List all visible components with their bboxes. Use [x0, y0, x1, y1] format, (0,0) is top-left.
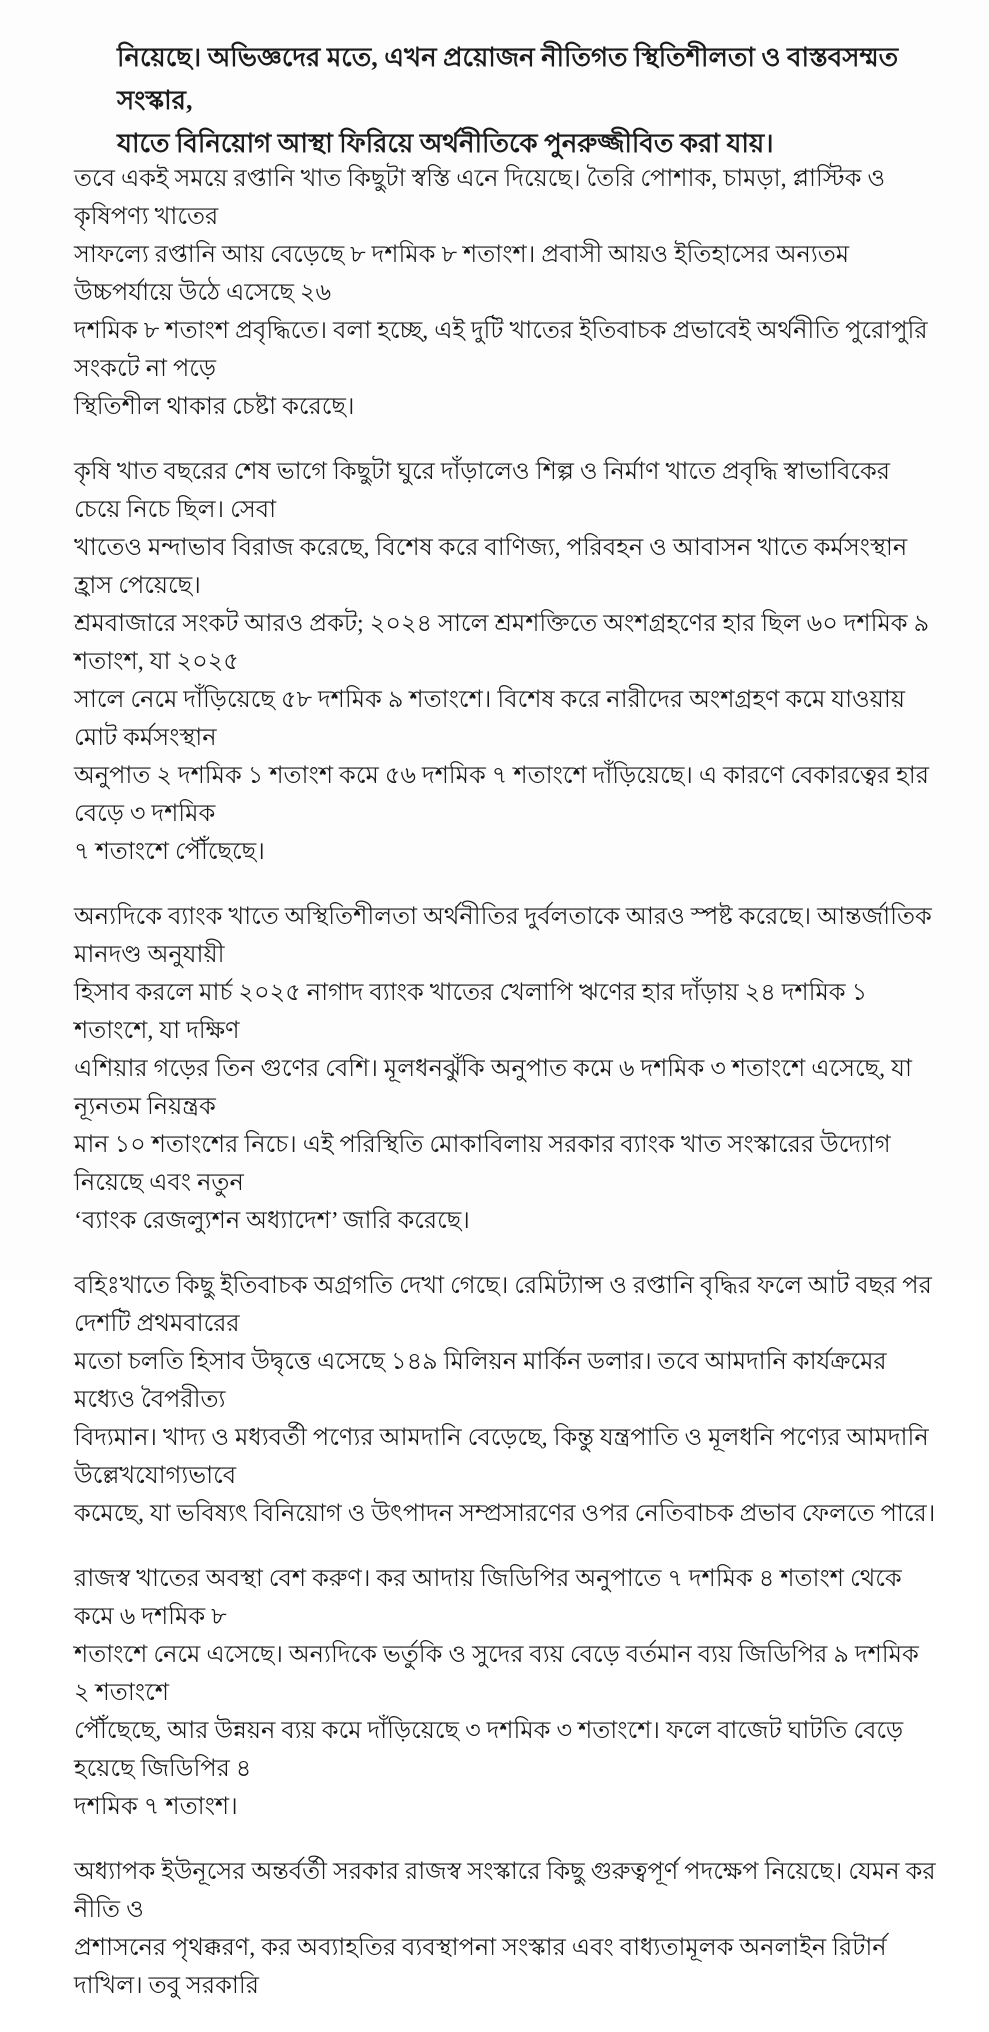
text-line: মতো চলতি হিসাব উদ্বৃত্তে এসেছে ১৪৯ মিলিয়ন মার্কিন ডলার। তবে আমদানি কার্যক্রমের মধ্যেও বৈপরীত্য — [74, 1349, 887, 1413]
text-line: পৌঁছেছে, আর উন্নয়ন ব্যয় কমে দাঁড়িয়েছে ৩ দশমিক ৩ শতাংশে। ফলে বাজেট ঘাটতি বেড়ে হয়েছে জিডিপির ৪ — [74, 1718, 904, 1782]
paragraph — [74, 898, 938, 1240]
text-line: অধ্যাপক ইউনূসের অন্তর্বর্তী সরকার রাজস্ব সংস্কারে কিছু গুরুত্বপূর্ণ পদক্ষেপ নিয়েছে। যেমন কর নীতি ও — [74, 1859, 936, 1923]
text-line: যাতে বিনিয়োগ আস্থা ফিরিয়ে অর্থনীতিকে পুনরুজ্জীবিত করা যায়। — [117, 129, 774, 158]
text-line: এশিয়ার গড়ের তিন গুণের বেশি। মূলধনঝুঁকি অনুপাত কমে ৬ দশমিক ৩ শতাংশে এসেছে, যা ন্যূনতম নিয়ন্ত্রক — [74, 1056, 912, 1120]
text-line: মান ১০ শতাংশের নিচে। এই পরিস্থিতি মোকাবিলায় সরকার ব্যাংক খাত সংস্কারের উদ্যোগ নিয়েছে এবং নতুন — [74, 1132, 891, 1196]
text-line: বিদ্যমান। খাদ্য ও মধ্যবর্তী পণ্যের আমদানি বেড়েছে, কিন্তু যন্ত্রপাতি ও মূলধনি পণ্যের আমদানি উল্লেখযোগ্যভাবে — [74, 1425, 929, 1489]
text-line: কৃষি খাত বছরের শেষ ভাগে কিছুটা ঘুরে দাঁড়ালেও শিল্প ও নির্মাণ খাতে প্রবৃদ্ধি স্বাভাবিকের চেয়ে নিচে ছিল। সেবা — [74, 459, 890, 523]
text-line: রাজস্ব খাতের অবস্থা বেশ করুণ। কর আদায় জিডিপির অনুপাতে ৭ দশমিক ৪ শতাংশ থেকে কমে ৬ দশমিক ৮ — [74, 1566, 902, 1630]
text-line: দশমিক ৮ শতাংশ প্রবৃদ্ধিতে। বলা হচ্ছে, এই দুটি খাতের ইতিবাচক প্রভাবেই অর্থনীতি পুরোপুরি সংকটে না পড়ে — [74, 318, 928, 382]
article-body — [74, 160, 938, 2032]
text-line: তবে একই সময়ে রপ্তানি খাত কিছুটা স্বস্তি এনে দিয়েছে। তৈরি পোশাক, চামড়া, প্লাস্টিক ও কৃষিপণ্য খাতের — [74, 166, 886, 230]
paragraph — [74, 1560, 938, 1826]
text-line: ৭ শতাংশে পৌঁছেছে। — [74, 839, 265, 865]
lead-paragraph-bold — [117, 36, 922, 165]
paragraph — [74, 160, 938, 426]
text-line: অনুপাত ২ দশমিক ১ শতাংশ কমে ৫৬ দশমিক ৭ শতাংশে দাঁড়িয়েছে। এ কারণে বেকারত্বের হার বেড়ে ৩ দশমিক — [74, 763, 929, 827]
text-line: হিসাব করলে মার্চ ২০২৫ নাগাদ ব্যাংক খাতের খেলাপি ঋণের হার দাঁড়ায় ২৪ দশমিক ১ শতাংশে, যা দক্ষিণ — [74, 980, 868, 1044]
text-line: শতাংশে নেমে এসেছে। অন্যদিকে ভর্তুকি ও সুদের ব্যয় বেড়ে বর্তমান ব্যয় জিডিপির ৯ দশমিক ২ শতাংশে — [74, 1642, 919, 1706]
text-line: খাতেও মন্দাভাব বিরাজ করেছে, বিশেষ করে বাণিজ্য, পরিবহন ও আবাসন খাতে কর্মসংস্থান হ্রাস পেয়েছে। — [74, 535, 908, 599]
text-line: সাফল্যে রপ্তানি আয় বেড়েছে ৮ দশমিক ৮ শতাংশ। প্রবাসী আয়ও ইতিহাসের অন্যতম উচ্চপর্যায়ে উঠে এসেছে ২৬ — [74, 242, 850, 306]
text-line: অন্যদিকে ব্যাংক খাতে অস্থিতিশীলতা অর্থনীতির দুর্বলতাকে আরও স্পষ্ট করেছে। আন্তর্জাতিক মানদণ্ড অনুযায়ী — [74, 904, 932, 968]
text-line: প্রশাসনের পৃথক্করণ, কর অব্যাহতির ব্যবস্থাপনা সংস্কার এবং বাধ্যতামূলক অনলাইন রিটার্ন দাখিল। তবু সরকারি — [74, 1935, 887, 1999]
paragraph — [74, 1267, 938, 1533]
text-line: সালে নেমে দাঁড়িয়েছে ৫৮ দশমিক ৯ শতাংশে। বিশেষ করে নারীদের অংশগ্রহণ কমে যাওয়ায় মোট কর্মসংস্থান — [74, 687, 905, 751]
paragraph — [74, 453, 938, 871]
text-line: শ্রমবাজারে সংকট আরও প্রকট; ২০২৪ সালে শ্রমশক্তিতে অংশগ্রহণের হার ছিল ৬০ দশমিক ৯ শতাংশ, যা ২০২৫ — [74, 611, 930, 675]
text-line: স্থিতিশীল থাকার চেষ্টা করেছে। — [74, 394, 355, 420]
text-line: ‘ব্যাংক রেজল্যুশন অধ্যাদেশ’ জারি করেছে। — [74, 1208, 470, 1234]
paragraph — [74, 1853, 938, 2005]
text-line: বহিঃখাতে কিছু ইতিবাচক অগ্রগতি দেখা গেছে। রেমিট্যান্স ও রপ্তানি বৃদ্ধির ফলে আট বছর পর দেশটি প্রথমবারের — [74, 1273, 932, 1337]
text-line: দশমিক ৭ শতাংশ। — [74, 1794, 238, 1820]
text-line: কমেছে, যা ভবিষ্যৎ বিনিয়োগ ও উৎপাদন সম্প্রসারণের ওপর নেতিবাচক প্রভাব ফেলতে পারে। — [74, 1501, 936, 1527]
text-line: নিয়েছে। অভিজ্ঞদের মতে, এখন প্রয়োজন নীতিগত স্থিতিশীলতা ও বাস্তবসম্মত সংস্কার, — [117, 43, 899, 115]
